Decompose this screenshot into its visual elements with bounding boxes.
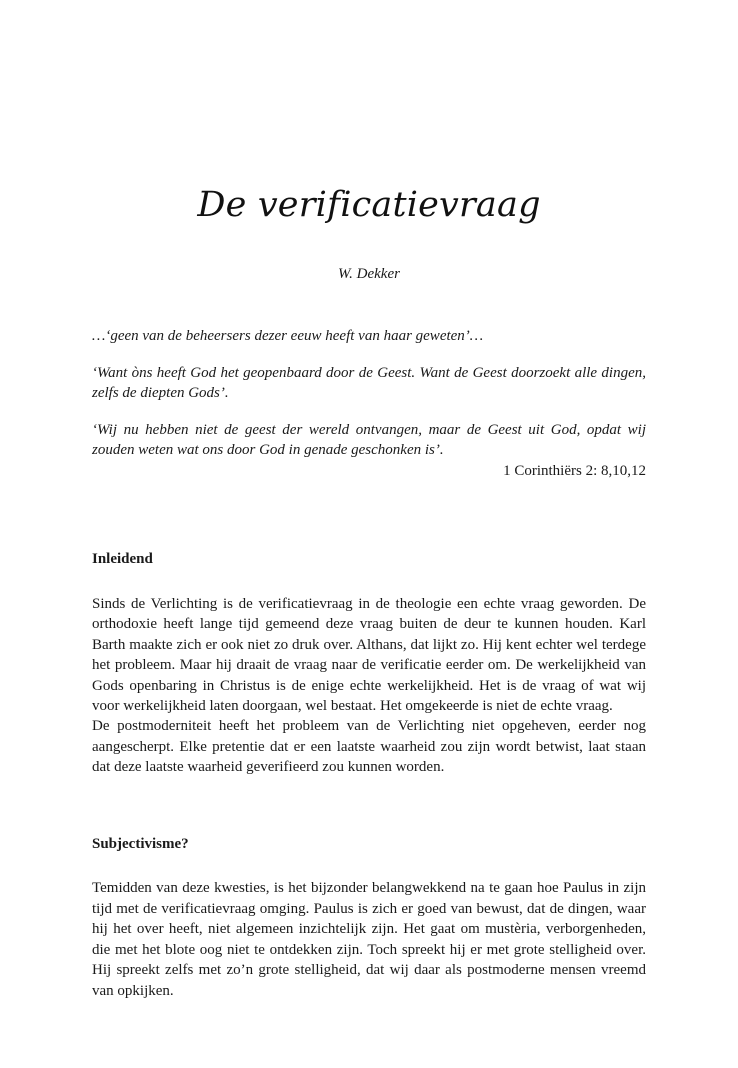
author-name: W. Dekker [338,266,400,282]
section-body-subjectivisme [92,878,646,1002]
article-title: De verificatievraag [197,185,541,225]
paragraph: De postmoderniteit heeft het probleem van de Verlichting niet opgeheven, eerder nog aangescherpt. Elke pretentie dat er een laatste waarheid zou zijn wordt betwist, laat staan dat deze laatste waarheid geverifieerd zou kunnen worden. [92,718,646,776]
section-body-inleidend [92,594,646,778]
section-heading-inleidend: Inleidend [92,551,153,567]
paragraph: Sinds de Verlichting is de verificatievraag in de theologie een echte vraag geworden. De orthodoxie heeft lange tijd gemeend deze vraag buiten de deur te kunnen houden. Karl Barth maakte zich er ook niet zo druk over. Althans, dat lijkt zo. Hij kent echter wel terdege het probleem. Maar hij draait de vraag naar de verificatie eerder om. De werkelijkheid van Gods openbaring in Christus is de enige echte werkelijkheid. Het is de vraag of wat wij voor werkelijkheid laten doorgaan, wel bestaat. Het omgekeerde is niet de echte vraag. [92,596,646,715]
epigraph-citation: 1 Corinthiërs 2: 8,10,12 [503,462,646,479]
section-heading-subjectivisme: Subjectivisme? [92,836,189,852]
epigraph-quote-3: ‘Wij nu hebben niet de geest der wereld ontvangen, maar de Geest uit God, opdat wij zouden weten wat ons door God in genade geschonken is’. [92,421,646,458]
epigraph [92,326,646,481]
paragraph: Temidden van deze kwesties, is het bijzonder belangwekkend na te gaan hoe Paulus in zijn tijd met de verificatievraag omging. Paulus is zich er goed van bewust, dat de dingen, waar hij het over heeft, niet algemeen inzichtelijk zijn. Het gaat om mustèria, verborgenheden, die met het blote oog niet te ontdekken zijn. Toch spreekt hij er met grote stelligheid over. Hij spreekt zelfs met zo’n grote stelligheid, dat wij daar als postmoderne mensen vreemd van opkijken. [92,880,646,999]
epigraph-quote-2: ‘Want òns heeft God het geopenbaard door de Geest. Want de Geest doorzoekt alle dingen, zelfs de diepten Gods’. [92,364,646,401]
epigraph-quote-1: …‘geen van de beheersers dezer eeuw heeft van haar geweten’… [92,328,484,344]
